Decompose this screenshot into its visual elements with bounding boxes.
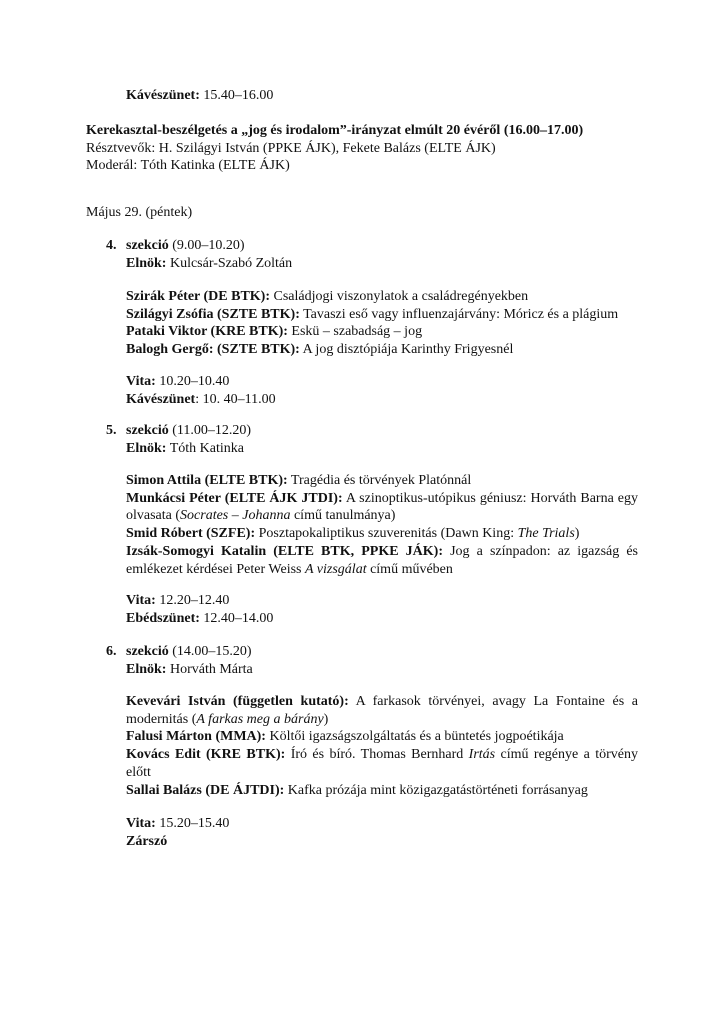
debate-label: Vita: bbox=[126, 593, 156, 608]
break-time: 12.40–14.00 bbox=[199, 610, 274, 626]
session-4-talks bbox=[126, 288, 638, 359]
talk bbox=[126, 728, 638, 746]
debate-time: 15.20–15.40 bbox=[155, 816, 230, 831]
italic-title: A farkas meg a bárány bbox=[196, 711, 324, 727]
session-number: 6. bbox=[106, 644, 117, 659]
speaker: Kovács Edit (KRE BTK): bbox=[126, 747, 286, 763]
chair-label: Elnök: bbox=[126, 255, 167, 271]
speaker: Szirák Péter (DE BTK): bbox=[126, 289, 270, 304]
session-time: (14.00–15.20) bbox=[168, 644, 252, 659]
break-label: Kávészünet: bbox=[126, 88, 200, 103]
roundtable-title: Kerekasztal-beszélgetés a „jog és irodalom”-irányzat elmúlt 20 évéről (16.00–17.00) bbox=[86, 123, 584, 138]
talk-text: című regénye a törvény előtt bbox=[126, 747, 638, 780]
speaker: Szilágyi Zsófia (SZTE BTK): bbox=[126, 306, 300, 322]
session-6-footer bbox=[126, 815, 638, 850]
session-5-header bbox=[106, 422, 638, 457]
italic-title: The Trials bbox=[517, 526, 575, 542]
break-time: : 10. 40–11.00 bbox=[195, 391, 276, 407]
talk bbox=[126, 693, 638, 728]
roundtable-participants: Résztvevők: H. Szilágyi István (PPKE ÁJK), Fekete Balázs (ELTE ÁJK) bbox=[86, 140, 496, 156]
talk-text: című művében bbox=[366, 561, 453, 577]
talk bbox=[126, 525, 638, 543]
closing-remarks: Zárszó bbox=[126, 833, 168, 849]
session-number: 4. bbox=[106, 238, 117, 253]
chair-name: Tóth Katinka bbox=[166, 440, 244, 456]
talk-text: Családjogi viszonylatok a családregényekben bbox=[270, 289, 529, 304]
talk-text: Jog a színpadon: az igazság és emlékezet kérdései Peter Weiss bbox=[126, 543, 638, 577]
talk bbox=[126, 472, 638, 490]
speaker: Kevevári István (független kutató): bbox=[126, 694, 349, 709]
chair-label: Elnök: bbox=[126, 661, 167, 677]
talk bbox=[126, 288, 638, 306]
chair-name: Horváth Márta bbox=[166, 661, 253, 677]
talk-text: Költői igazságszolgáltatás és a büntetés jogpoétikája bbox=[265, 729, 564, 745]
talk bbox=[126, 306, 638, 324]
talk-text: Eskü – szabadság – jog bbox=[287, 324, 423, 340]
session-label: szekció bbox=[126, 238, 169, 253]
talk bbox=[126, 543, 638, 578]
italic-title: Socrates – Johanna bbox=[180, 508, 291, 524]
talk-text: A farkasok törvényei, avagy La Fontaine és a modernitás ( bbox=[126, 694, 638, 727]
speaker: Smid Róbert (SZFE): bbox=[126, 526, 256, 542]
italic-title: Irtás bbox=[468, 747, 496, 763]
talk-text: Tavaszi eső vagy influenzajárvány: Móricz és a plágium bbox=[299, 306, 619, 322]
session-number: 5. bbox=[106, 423, 117, 438]
italic-title: A vizsgálat bbox=[305, 561, 367, 577]
session-time: (11.00–12.20) bbox=[168, 423, 252, 438]
talk-text: Kafka prózája mint közigazgatástörténeti forrásanyag bbox=[284, 782, 588, 798]
session-5-footer bbox=[126, 592, 638, 627]
session-4-footer bbox=[126, 373, 638, 408]
speaker: Simon Attila (ELTE BTK): bbox=[126, 473, 288, 488]
session-6-talks bbox=[126, 693, 638, 799]
debate-label: Vita: bbox=[126, 816, 156, 831]
talk-text: ) bbox=[574, 526, 580, 542]
session-time: (9.00–10.20) bbox=[168, 238, 245, 253]
talk-text: A szinoptikus-utópikus géniusz: Horváth Barna egy olvasata ( bbox=[126, 490, 638, 524]
session-label: szekció bbox=[126, 423, 169, 438]
session-label: szekció bbox=[126, 644, 169, 659]
debate-time: 12.20–12.40 bbox=[155, 593, 230, 608]
talk bbox=[126, 341, 638, 359]
roundtable bbox=[86, 122, 646, 175]
session-6-header bbox=[106, 643, 638, 678]
session-4-header bbox=[106, 237, 638, 272]
talk-text: Posztapokaliptikus szuverenitás (Dawn King: bbox=[255, 526, 518, 542]
talk-text: A jog disztópiája Karinthy Frigyesnél bbox=[299, 342, 514, 358]
break-label: Kávészünet bbox=[126, 391, 196, 407]
roundtable-moderator: Moderál: Tóth Katinka (ELTE ÁJK) bbox=[86, 158, 290, 174]
break-label: Ebédszünet: bbox=[126, 610, 200, 626]
talk bbox=[126, 490, 638, 525]
talk-text: Író és bíró. Thomas Bernhard bbox=[285, 747, 469, 763]
talk bbox=[126, 323, 638, 341]
chair-label: Elnök: bbox=[126, 440, 167, 456]
talk bbox=[126, 746, 638, 781]
talk bbox=[126, 782, 638, 800]
speaker: Munkácsi Péter (ELTE ÁJK JTDI): bbox=[126, 490, 343, 506]
talk-text: ) bbox=[323, 711, 329, 727]
talk-text: című tanulmánya) bbox=[290, 508, 396, 524]
speaker: Pataki Viktor (KRE BTK): bbox=[126, 324, 288, 340]
break-time: 15.40–16.00 bbox=[199, 88, 274, 103]
day-heading: Május 29. (péntek) bbox=[86, 205, 193, 220]
debate-label: Vita: bbox=[126, 374, 156, 389]
coffee-break-1 bbox=[126, 87, 638, 105]
session-5-talks bbox=[126, 472, 638, 578]
speaker: Balogh Gergő: (SZTE BTK): bbox=[126, 342, 300, 358]
talk-text: Tragédia és törvények Platónnál bbox=[287, 473, 472, 488]
speaker: Falusi Márton (MMA): bbox=[126, 729, 266, 745]
debate-time: 10.20–10.40 bbox=[155, 374, 230, 389]
chair-name: Kulcsár-Szabó Zoltán bbox=[166, 255, 293, 271]
speaker: Izsák-Somogyi Katalin (ELTE BTK, PPKE JÁK): bbox=[126, 543, 443, 559]
speaker: Sallai Balázs (DE ÁJTDI): bbox=[126, 782, 285, 798]
